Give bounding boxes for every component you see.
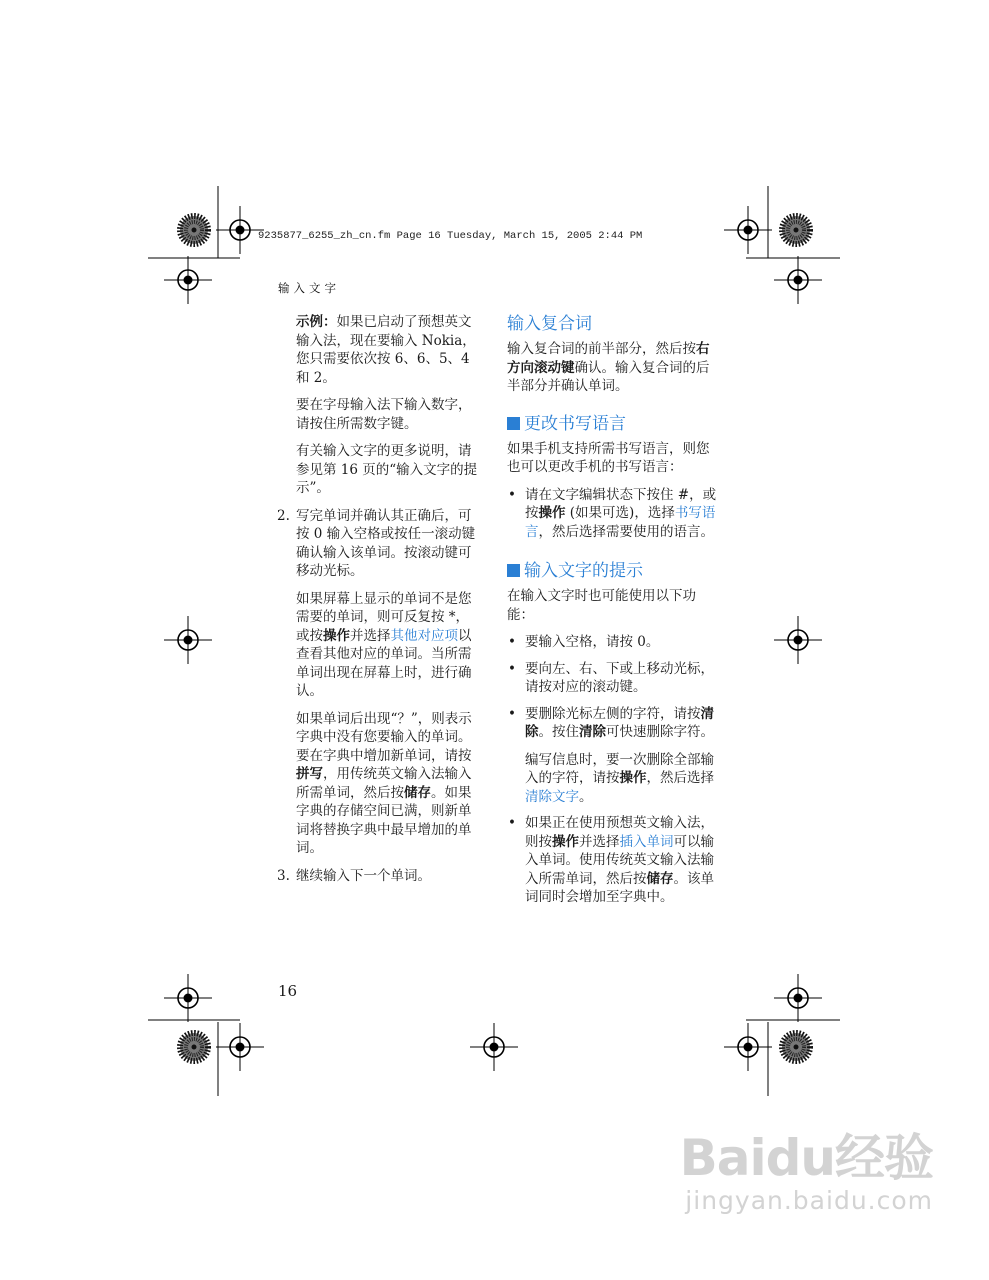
language-step-text-2: (如果可选)，选择 <box>565 505 675 521</box>
step-3 <box>277 867 480 886</box>
heading-writing-language-text: 更改书写语言 <box>524 413 626 434</box>
tip-insert-text-4: 。该单词同时会增加至字典中。 <box>525 870 714 905</box>
page-number: 16 <box>278 982 298 1000</box>
compound-text-1: 输入复合词的前半部分，然后按 <box>507 341 696 357</box>
operation-term: 操作 <box>552 833 579 850</box>
language-paragraph: 如果手机支持所需书写语言，则您也可以更改手机的书写语言： <box>507 440 710 475</box>
tip-delete-text-3: 可快速删除字符。 <box>606 724 714 740</box>
language-list <box>507 486 717 542</box>
tip-insert-text-3: 可以输入单词。使用传统英文输入法输入所需单词，然后按 <box>525 833 714 887</box>
tip-insert-text-2: 并选择 <box>579 833 620 850</box>
step-3-number: 3. <box>277 867 290 884</box>
compound-paragraph <box>507 340 717 396</box>
compound-text-2: 确认。输入复合词的后半部分并确认单词。 <box>507 359 710 394</box>
step-2-number: 2. <box>277 507 290 524</box>
tips-list <box>507 633 717 907</box>
watermark-url: jingyan.baidu.com <box>685 1186 933 1215</box>
bullet-icon: • <box>508 705 516 722</box>
more-info-paragraph: 有关输入文字的更多说明，请参见第 16 页的“输入文字的提示”。 <box>296 443 478 496</box>
question-mark-paragraph <box>296 710 480 858</box>
delete-all-text-3: 。 <box>579 788 593 805</box>
example-paragraph <box>296 313 480 387</box>
tip-insert-text-1: 如果正在使用预想英文输入法，则按 <box>525 815 714 850</box>
list-item <box>507 660 717 697</box>
right-scroll-term: 右方向滚动键 <box>507 341 710 376</box>
delete-all-note <box>525 751 717 807</box>
list-item <box>507 705 717 807</box>
tip-space: 要输入空格，请按 0。 <box>525 634 660 650</box>
delete-all-text-1: 编写信息时，要一次删除全部输入的字符，请按 <box>525 751 714 786</box>
other-matches-link[interactable]: 其他对应项 <box>390 627 458 644</box>
example-text: 如果已启动了预想英文输入法，现在要输入 Nokia，您只需要依次按 6、6、5、4 和 2。 <box>296 314 476 386</box>
bullet-icon: • <box>508 815 516 831</box>
running-head: 输入文字 <box>278 283 340 295</box>
clear-text-link[interactable]: 清除文字 <box>525 788 579 805</box>
example-label: 示例： <box>296 314 337 330</box>
right-column <box>507 312 717 921</box>
heading-writing-language <box>507 412 717 436</box>
watermark <box>633 1130 933 1216</box>
language-step-text-1: 请在文字编辑状态下按住 #，或按 <box>525 486 717 521</box>
tip-delete-text-2: 。按住 <box>538 724 579 740</box>
print-info: 9235877_6255_zh_cn.fm Page 16 Tuesday, March 15, 2005 2:44 PM <box>258 230 643 242</box>
bullet-icon: • <box>508 660 516 677</box>
clear-term: 清除 <box>579 724 606 740</box>
heading-text-tips <box>507 559 717 583</box>
left-column <box>277 313 480 894</box>
spell-term: 拼写 <box>296 766 323 782</box>
wrong-word-text-3: 以查看其他对应的单词。当所需单词出现在屏幕上时，进行确认。 <box>296 627 472 699</box>
save-term: 储存 <box>646 870 674 887</box>
question-text-3: 。如果字典的存储空间已满，则新单词将替换字典中最早增加的单词。 <box>296 784 472 856</box>
operation-term: 操作 <box>538 505 566 521</box>
operation-term: 操作 <box>619 770 647 786</box>
heading-compound-words: 输入复合词 <box>507 314 592 334</box>
step-2 <box>277 507 480 581</box>
writing-language-link[interactable]: 书写语言 <box>525 505 716 540</box>
bullet-icon: • <box>508 486 516 503</box>
wrong-word-text-1: 如果屏幕上显示的单词不是您需要的单词，则可反复按 *，或按 <box>296 590 472 644</box>
watermark-logo: Baidu经验 <box>679 1129 933 1187</box>
question-text-2: ，用传统英文输入法输入所需单词，然后按 <box>296 766 472 801</box>
insert-word-link[interactable]: 插入单词 <box>619 833 674 850</box>
tip-move-cursor: 要向左、右、下或上移动光标，请按对应的滚动键。 <box>525 660 714 695</box>
step-2-text: 写完单词并确认其正确后，可按 0 输入空格或按任一滚动键确认输入该单词。按滚动键可移动光标。 <box>296 507 476 579</box>
tips-paragraph: 在输入文字时也可能使用以下功能： <box>507 588 696 623</box>
operation-term: 操作 <box>323 627 350 644</box>
digits-paragraph: 要在字母输入法下输入数字，请按住所需数字键。 <box>296 397 472 432</box>
bullet-icon: • <box>508 634 516 650</box>
language-step-text-3: ，然后选择需要使用的语言。 <box>538 523 714 540</box>
heading-text-tips-text: 输入文字的提示 <box>524 561 643 581</box>
save-term: 储存 <box>404 784 431 801</box>
section-square-icon <box>507 417 520 430</box>
step-3-text: 继续输入下一个单词。 <box>296 867 431 884</box>
wrong-word-text-2: 并选择 <box>350 627 391 644</box>
section-square-icon <box>507 564 520 577</box>
tip-delete-text-1: 要删除光标左侧的字符，请按 <box>525 705 701 722</box>
list-item <box>507 633 717 652</box>
list-item <box>507 486 717 542</box>
question-text-1: 如果单词后出现“？”，则表示字典中没有您要输入的单词。要在字典中增加新单词，请按 <box>296 710 472 764</box>
list-item <box>507 814 717 907</box>
wrong-word-paragraph <box>296 590 480 701</box>
clear-term: 清除 <box>525 705 714 740</box>
delete-all-text-2: ，然后选择 <box>646 770 714 786</box>
